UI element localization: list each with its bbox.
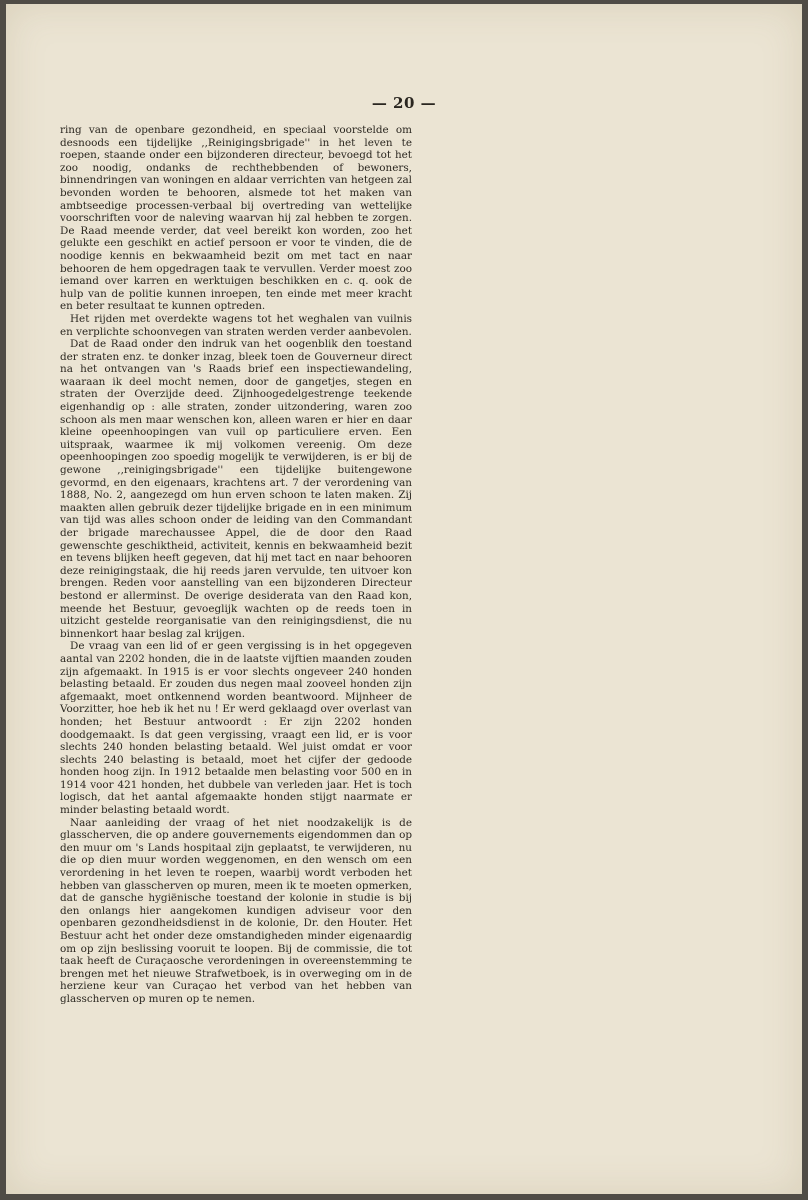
paragraph-dog-tax: De vraag van een lid of er geen vergissing is in het opgegeven aantal van 2202 honden, die in de laatste vijftien maanden zouden zijn afgemaakt. In 1915 is er voor slechts ongeveer 240 honden belasting betaald. Er zouden dus negen maal zooveel honden zijn afgemaakt, moet ontkennend worden beantwoord. Mijnheer de Voorzitter, hoe heb ik het nu ! Er werd geklaagd over overlast van honden; het Bestuur antwoordt : Er zijn 2202 honden doodgemaakt. Is dat geen vergissing, vraagt een lid, er is voor slechts 240 honden belasting betaald. Wel juist omdat er voor slechts 240 belasting is betaald, moet het cijfer der gedoode honden hoog zijn. In 1912 betaalde men belasting voor 500 en in 1914 voor 421 honden, het dubbele van verleden jaar. Het is toch logisch, dat het aantal afgemaakte honden stijgt naarmate er minder belasting betaald wordt. bbox=[60, 640, 412, 817]
body-text bbox=[60, 124, 412, 1006]
paragraph-sanitation-brigade: ring van de openbare gezondheid, en speciaal voorstelde om desnoods een tijdelijke ,,Reinigingsbrigade'' in het leven te roepen, staande onder een bijzonderen directeur, bevoegd tot het zoo noodig, ondanks de rechthebbenden of bewoners, binnendringen van woningen en aldaar verrichten van hetgeen zal bevonden worden te behooren, alsmede tot het maken van ambtseedige processen-verbaal bij overtreding van wettelijke voorschriften voor de naleving waarvan hij zal hebben te zorgen. De Raad meende verder, dat veel bereikt kon worden, zoo het gelukte een geschikt en actief persoon er voor te vinden, die de noodige kennis en bekwaamheid bezit om met tact en naar behooren de hem opgedragen taak te vervullen. Verder moest zoo iemand over karren en werktuigen beschikken en c. q. ook de hulp van de politie kunnen inroepen, ten einde met meer kracht en beter resultaat te kunnen optreden. bbox=[60, 124, 412, 313]
page-number: — 20 — bbox=[371, 94, 437, 112]
paragraph-glass-shards: Naar aanleiding der vraag of het niet noodzakelijk is de glasscherven, die op andere gouvernements eigendommen dan op den muur om 's Lands hospitaal zijn geplaatst, te verwijderen, nu die op dien muur worden weggenomen, en den wensch om een verordening in het leven te roepen, waarbij wordt verboden het hebben van glasscherven op muren, meen ik te moeten opmerken, dat de gansche hygiënische toestand der kolonie in studie is bij den onlangs hier aangekomen kundigen adviseur voor den openbaren gezondheidsdienst in de kolonie, Dr. den Houter. Het Bestuur acht het onder deze omstandigheden minder eigenaardig om op zijn beslissing vooruit te loopen. Bij de commissie, die tot taak heeft de Curaçaosche verordeningen in overeenstemming te brengen met het nieuwe Strafwetboek, is in overweging om in de herziene keur van Curaçao het verbod van het hebben van glasscherven op muren op te nemen. bbox=[60, 816, 412, 1005]
document-page bbox=[6, 4, 802, 1194]
paragraph-street-inspection: Dat de Raad onder den indruk van het oogenblik den toestand der straten enz. te donker inzag, bleek toen de Gouverneur direct na het ontvangen van 's Raads brief een inspectiewandeling, waaraan ik deel mocht nemen, door de gangetjes, stegen en straten der Overzijde deed. Zijnhoogedelgestrenge teekende eigenhandig op : alle straten, zonder uitzondering, waren zoo schoon als men maar wenschen kon, alleen waren er hier en daar kleine opeenhoopingen van vuil op particuliere erven. Een uitspraak, waarmee ik mij volkomen vereenig. Om deze opeenhoopingen zoo spoedig mogelijk te verwijderen, is er bij de gewone ,,reinigingsbrigade'' een tijdelijke buitengewone gevormd, en den eigenaars, krachtens art. 7 der verordening van 1888, No. 2, aangezegd om hun erven schoon te laten maken. Zij maakten allen gebruik dezer tijdelijke brigade en in een minimum van tijd was alles schoon onder de leiding van den Commandant der brigade marechaussee Appel, die de door den Raad gewenschte geschiktheid, activiteit, kennis en bekwaamheid bezit en tevens blijken heeft gegeven, dat hij met tact en naar behooren deze reinigingstaak, die hij reeds jaren vervulde, ten uitvoer kon brengen. Reden voor aanstelling van een bijzonderen Directeur bestond er allerminst. De overige desiderata van den Raad kon, meende het Bestuur, gevoeglijk wachten op de reeds toen in uitzicht gestelde reorganisatie van den reinigingsdienst, die nu binnenkort haar beslag zal krijgen. bbox=[60, 338, 412, 640]
paragraph-covered-wagons: Het rijden met overdekte wagens tot het weghalen van vuilnis en verplichte schoonvegen van straten werden verder aanbevolen. bbox=[60, 312, 412, 338]
